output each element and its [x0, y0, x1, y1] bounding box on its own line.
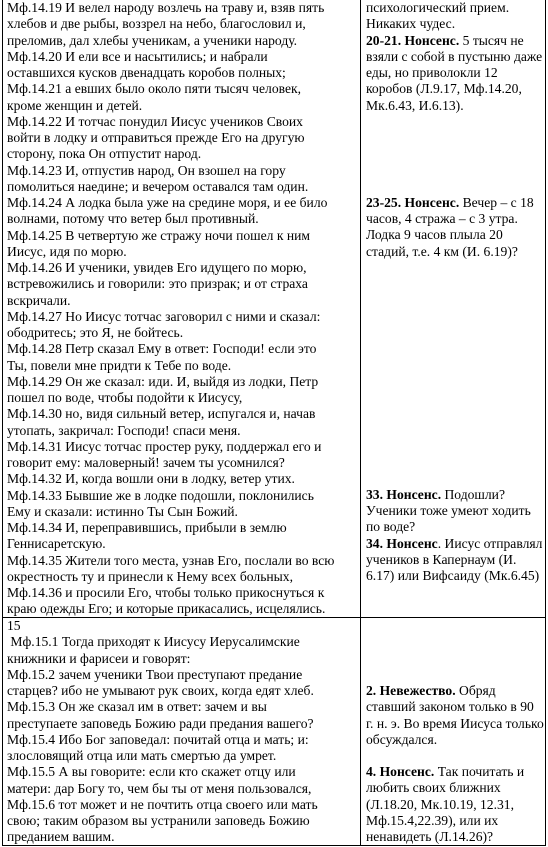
verse-line: Мф.14.34 И, переправившись, прибыли в землю [7, 520, 287, 535]
document-table [2, 0, 546, 846]
verse-line: Ему и сказали: истинно Ты Сын Божий. [7, 503, 238, 519]
verse-text-cell [7, 618, 359, 846]
verse-line: Мф.14.27 Но Иисус тотчас заговорил с ними и сказал: [7, 308, 321, 324]
verse-line: оставшихся кусков двенадцать коробов полных; [7, 65, 286, 80]
column-divider [360, 0, 361, 845]
verse-line: хлебов и две рыбы, воззрел на небо, благословил и, [7, 16, 306, 32]
note-heading: 23-25. Нонсенс. [366, 194, 460, 210]
verse-line: Мф.15.2 зачем ученики Твои преступают предание [7, 666, 303, 682]
verse-line: свою; таким образом вы устранили заповедь Божию [7, 813, 310, 828]
verse-line: сторону, пока Он отпустит народ. [7, 146, 202, 162]
verse-line: Мф.14.25 В четвертую же стражу ночи пошел к ним [7, 227, 310, 243]
verse-line: Мф.15.4 Ибо Бог заповедал: почитай отца и мать; и: [7, 731, 309, 747]
verse-line: Мф.14.21 а евших было около пяти тысяч человек, [7, 81, 301, 97]
verse-line: Мф.14.29 Он же сказал: иди. И, выйдя из лодки, Петр [7, 373, 319, 389]
note-text: Подошли? Ученики тоже умеют ходить по воде? [366, 486, 531, 535]
verse-line: краю одежды Его; и которые прикасались, исцелялись. [7, 601, 326, 617]
verse-line: встревожились и говорили: это призрак; и от страха [7, 276, 308, 292]
note-heading: 20-21. Нонсенс. [366, 32, 460, 48]
note-heading: 2. Невежество. [366, 683, 456, 698]
verse-line: преломив, дал хлебы ученикам, а ученики народу. [7, 32, 298, 48]
verse-line: помолиться наедине; и вечером оставался там один. [7, 178, 309, 194]
verse-line: волнами, потому что ветер был противный. [7, 211, 259, 227]
verse-line: Мф.14.30 но, видя сильный ветер, испугался и, начав [7, 406, 316, 422]
verse-line: пошел по воде, чтобы подойти к Иисусу, [7, 390, 243, 405]
verse-text-cell [7, 0, 359, 618]
commentary-note [366, 487, 544, 536]
verse-line: Мф.14.35 Жители того места, узнав Его, послали во всю [7, 552, 335, 568]
verse-line: Мф.15.3 Он же сказал им в ответ: зачем и вы [7, 699, 267, 715]
verse-line: книжники и фарисеи и говорят: [7, 650, 191, 666]
commentary-note [366, 536, 544, 585]
verse-line: Мф.15.1 Тогда приходят к Иисусу Иерусалимские [7, 634, 300, 650]
note-text: психологический прием. Никаких чудес. [366, 0, 510, 32]
verse-line: утопать, закричал: Господи! спаси меня. [7, 422, 241, 438]
verse-line: матери: дар Богу то, чем бы ты от меня пользовался, [7, 780, 312, 796]
note-heading: 4. Нонсенс. [366, 764, 435, 779]
verse-line: войти в лодку и отправиться прежде Его на другую [7, 130, 305, 145]
verse-line: Мф.15.5 А вы говорите: если кто скажет отцу или [7, 764, 296, 780]
verse-line: Мф.14.31 Иисус тотчас простер руку, поддержал его и [7, 438, 322, 454]
verse-line: Мф.14.24 А лодка была уже на средине моря, и ее било [7, 195, 328, 210]
verse-line: говорит ему: маловерный! зачем ты усомнился? [7, 455, 285, 470]
verse-line: Ты, повели мне придти к Тебе по воде. [7, 357, 232, 373]
commentary-note [366, 195, 544, 260]
note-text: . Иисус отправлял учеников в Капернаум (И. 6.17) или Вифсаиду (Мк.6.45) [366, 535, 543, 583]
verse-line: Мф.14.36 и просили Его, чтобы только прикоснуться к [7, 585, 325, 600]
verse-line: преступаете заповедь Божию ради предания вашего? [7, 715, 314, 731]
commentary-cell [366, 618, 544, 845]
verse-line: Мф.14.22 И тотчас понудил Иисус учеников Своих [7, 113, 303, 129]
verse-line: ободритесь; это Я, не бойтесь. [7, 325, 184, 340]
commentary-cell [366, 0, 544, 584]
verse-line: кроме женщин и детей. [7, 97, 143, 113]
verse-line: Мф.15.6 тот может и не почтить отца своего или мать [7, 796, 318, 812]
note-text: Так почитать и любить своих ближних (Л.18.20, Мк.10.19, 12.31, Мф.15.4,22.39), или их ненавидеть (Л.14.26)? [366, 764, 525, 844]
verse-line: старцев? ибо не умывают рук своих, когда едят хлеб. [7, 683, 314, 698]
table-border-right [545, 0, 546, 845]
commentary-note [366, 33, 544, 114]
commentary-note [366, 764, 544, 845]
verse-line: Мф.14.33 Бывшие же в лодке подошли, поклонились [7, 487, 314, 503]
note-text: Обряд ставший законом только в 90 г. н. э. Во время Иисуса только обсуждался. [366, 683, 544, 747]
commentary-note [366, 683, 544, 748]
verse-line: Мф.14.23 И, отпустив народ, Он взошел на гору [7, 162, 286, 178]
verse-line: преданием вашим. [7, 829, 115, 845]
verse-line: окрестность ту и принесли к Нему всех больных, [7, 568, 294, 584]
verse-line: Мф.14.28 Петр сказал Ему в ответ: Господи! если это [7, 341, 317, 357]
verse-line: Геннисаретскую. [7, 536, 106, 552]
note-text: Вечер – с 18 часов, 4 стража – с 3 утра. Лодка 9 часов плыла 20 стадий, т.е. 4 км (И. 6.19)? [366, 194, 534, 259]
verse-line: Иисус, идя по морю. [7, 243, 127, 259]
commentary-note [366, 0, 544, 33]
note-text: 5 тысяч не взяли с собой в пустыню даже еды, но приволокли 12 коробов (Л.9.17, Мф.14.20, Мк.6.43, И.6.13). [366, 32, 543, 113]
table-border-left [2, 0, 3, 845]
verse-line: Мф.14.20 И ели все и насытились; и набрали [7, 48, 268, 64]
verse-line: Мф.14.32 И, когда вошли они в лодку, ветер утих. [7, 471, 295, 487]
chapter-number: 15 [7, 618, 21, 633]
verse-line: Мф.14.26 И ученики, увидев Его идущего по морю, [7, 260, 307, 275]
verse-line: вскричали. [7, 292, 71, 308]
note-heading: 34. Нонсенс [366, 535, 438, 551]
verse-line: Мф.14.19 И велел народу возлечь на траву и, взяв пять [7, 0, 325, 15]
verse-line: злословящий отца или мать смертью да умрет. [7, 748, 277, 763]
note-heading: 33. Нонсенс. [366, 486, 442, 502]
